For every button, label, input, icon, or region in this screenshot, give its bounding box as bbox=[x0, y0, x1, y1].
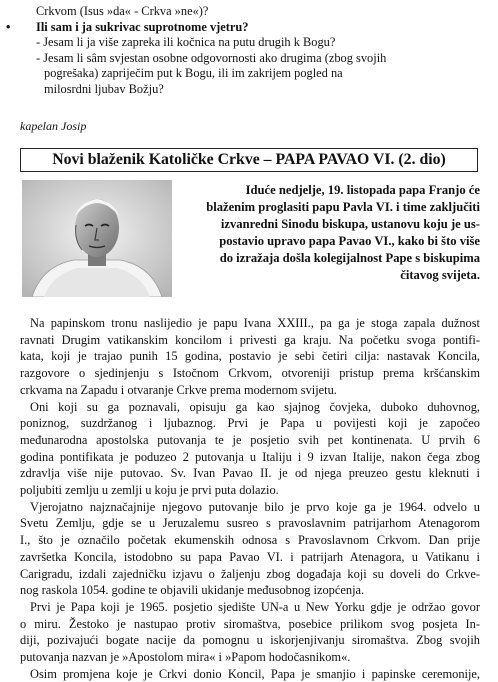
body-line: putovanja nazvan je »Apostolom mira« i »Papom hodočasnikom«. bbox=[20, 650, 351, 665]
sub-question: - Jesam li sâm svjestan osobne odgovornosti ako drugima (zbog svojih bbox=[36, 50, 387, 65]
paragraph bbox=[20, 599, 480, 666]
article-lead bbox=[190, 182, 480, 285]
sub-question: - Jesam li ja više zapreka ili kočnica na putu drugih k Bogu? bbox=[36, 35, 336, 50]
text-line: Crkvom (Isus »da« - Crkva »ne«)? bbox=[36, 4, 209, 18]
article-body bbox=[20, 315, 480, 682]
body-line: kata, koji je trajao punih 15 godina, postavio je sebi četiri cilja: nastavak Koncila, bbox=[20, 349, 480, 364]
body-line: Oni koji su ga poznavali, opisuju ga kao sjajnog čovjeka, duboko duhovnog, bbox=[30, 399, 480, 414]
portrait-illustration bbox=[22, 180, 172, 297]
paragraph bbox=[20, 315, 480, 399]
body-line: crkvama na Zapadu i otvaranje Crkve prema modernom svijetu. bbox=[20, 382, 337, 397]
body-line: Carigradu, izdali zajedničku izjavu o žaljenju zbog događaja koji su doveli do Crkve- bbox=[20, 566, 480, 581]
signature: kapelan Josip bbox=[20, 119, 87, 133]
paragraph bbox=[20, 499, 480, 599]
sub-question-continued: pogrešaka) zapriječim put k Bogu, ili im zakrijem pogled na bbox=[44, 66, 343, 81]
body-line: Vjerojatno najznačajnije njegovo putovanje bilo je prvo koje ga je 1964. odvelo u bbox=[30, 499, 480, 514]
article-title: Novi blaženik Katoličke Crkve – PAPA PAVAO VI. (2. dio) bbox=[20, 148, 478, 172]
reflection-section bbox=[6, 4, 476, 98]
body-line: diji, pozivajući bogate nacije da pomognu u iskorjenjivanju siromaštva. Zbog svojih bbox=[20, 633, 480, 648]
bullet-dot-icon: • bbox=[6, 19, 11, 34]
body-line: međunarodna apostolska putovanja te je posjetio svih pet kontinenata. U prvih 6 bbox=[20, 432, 480, 447]
body-line: završetka Koncila, istodobno su papa Pavao VI. i patrijarh Atenagora, u Vatikanu i bbox=[20, 549, 480, 564]
lead-line: postavio upravo papa Pavao VI., kako bi što više bbox=[219, 234, 480, 249]
body-line: poniznog, suzdržanog i ljubaznog. Prvi je Papa u povijesti koji je započeo bbox=[20, 416, 480, 431]
body-line: nog raskola 1054. godine te objavili ukidanje međusobnog izopćenja. bbox=[20, 583, 365, 598]
lead-line: izvanredni Sinodu biskupa, ustanovu koju je us- bbox=[220, 217, 480, 232]
body-line: Osim promjena koje je Crkvi donio Koncil, Papa je smanjio i papinske ceremonije, bbox=[30, 666, 480, 681]
lead-line: Iduće nedjelje, 19. listopada papa Franjo će bbox=[245, 183, 480, 197]
body-line: Prvi je Papa koji je 1965. posjetio sjedište UN-a u New Yorku gdje je održao govor bbox=[30, 599, 480, 614]
body-line: poljubiti zemlju u zemlji u koju je prvi puta dolazio. bbox=[20, 483, 279, 498]
pope-portrait-photo bbox=[22, 180, 172, 297]
body-line: o miru. Žestoko je nastupao protiv siromaštva, posebice prilikom svog posjeta In- bbox=[20, 616, 480, 631]
bullet-item bbox=[6, 19, 476, 98]
body-line: Svetu Zemlju, gdje se u Jeruzalemu susreo s pravoslavnim patrijarhom Atenagorom bbox=[20, 516, 480, 531]
body-line: godina pontifikata je poduzeo 2 putovanja u Italiju i 9 izvan Italije, nakon čega zbog bbox=[20, 449, 480, 464]
body-line: Na papinskom tronu naslijedio je papu Ivana XXIII., pa ga je stoga zapala dužnost bbox=[30, 316, 480, 330]
body-line: ravnati Drugim vatikanskim koncilom i privesti ga kraju. Na početku svoga pontifi- bbox=[20, 332, 480, 347]
body-line: I., što je označilo početak ekumenskih odnosa s Pravoslavnom Crkvom. Dan prije bbox=[20, 533, 480, 548]
bullet-question: Ili sam i ja sukrivac suprotnome vjetru? bbox=[36, 19, 249, 34]
lead-line: do izražaja došla kolegijalnost Pape s biskupima bbox=[219, 251, 480, 266]
body-line: zdravlja više nije putovao. Sv. Ivan Pavao II. je od njega preuzeo gestu kleknuti i bbox=[20, 466, 480, 481]
lead-line: čitavog svijeta. bbox=[400, 268, 480, 283]
lead-line: blaženim proglasiti papu Pavla VI. i time zaključiti bbox=[206, 200, 480, 215]
paragraph bbox=[20, 399, 480, 499]
body-line: razgovore o sjedinjenju s Istočnom Crkvom, otvoreniji pristup prema kršćanskim bbox=[20, 366, 480, 381]
sub-question-continued: milosrdni ljubav Božju? bbox=[44, 81, 164, 96]
